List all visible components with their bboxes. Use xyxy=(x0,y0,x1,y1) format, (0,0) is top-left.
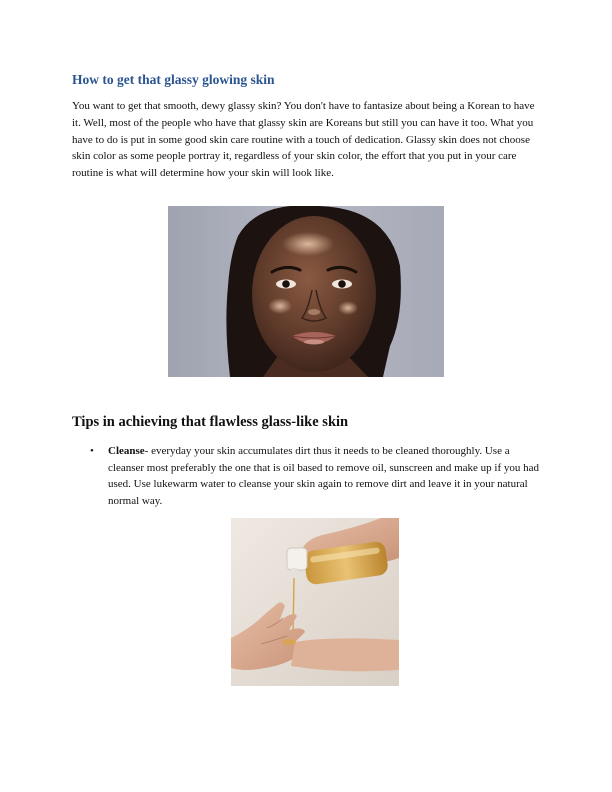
cleansing-oil-illustration xyxy=(231,518,399,686)
tip-term: Cleanse xyxy=(108,445,145,457)
portrait-photo xyxy=(168,206,444,377)
list-item xyxy=(90,443,540,509)
tips-heading: Tips in achieving that flawless glass-like skin xyxy=(72,414,349,430)
tips-list xyxy=(90,443,540,509)
intro-paragraph: You want to get that smooth, dewy glassy skin? You don't have to fantasize about being a Korean to have it. Well, most of the people who have that glassy skin are Koreans but still you can have it too. What you have to do is put in some good skin care routine with a touch of dedication. Glassy skin does not choose skin color as some people portray it, regardless of your skin color, the effort that you put in your care routine is what will determine how your skin will look like. xyxy=(72,100,535,180)
tip-text: - everyday your skin accumulates dirt thus it needs to be cleaned thoroughly. Use a cleanser most preferably the one that is oil based to remove oil, sunscreen and make up if you had used. Use lukewarm water to cleanse your skin again to remove dirt and leave it in your natural normal way. xyxy=(108,445,540,507)
portrait-illustration xyxy=(168,206,444,377)
article-title: How to get that glassy glowing skin xyxy=(72,72,275,87)
bullet-icon: • xyxy=(90,445,94,457)
cleansing-oil-photo xyxy=(231,518,399,686)
